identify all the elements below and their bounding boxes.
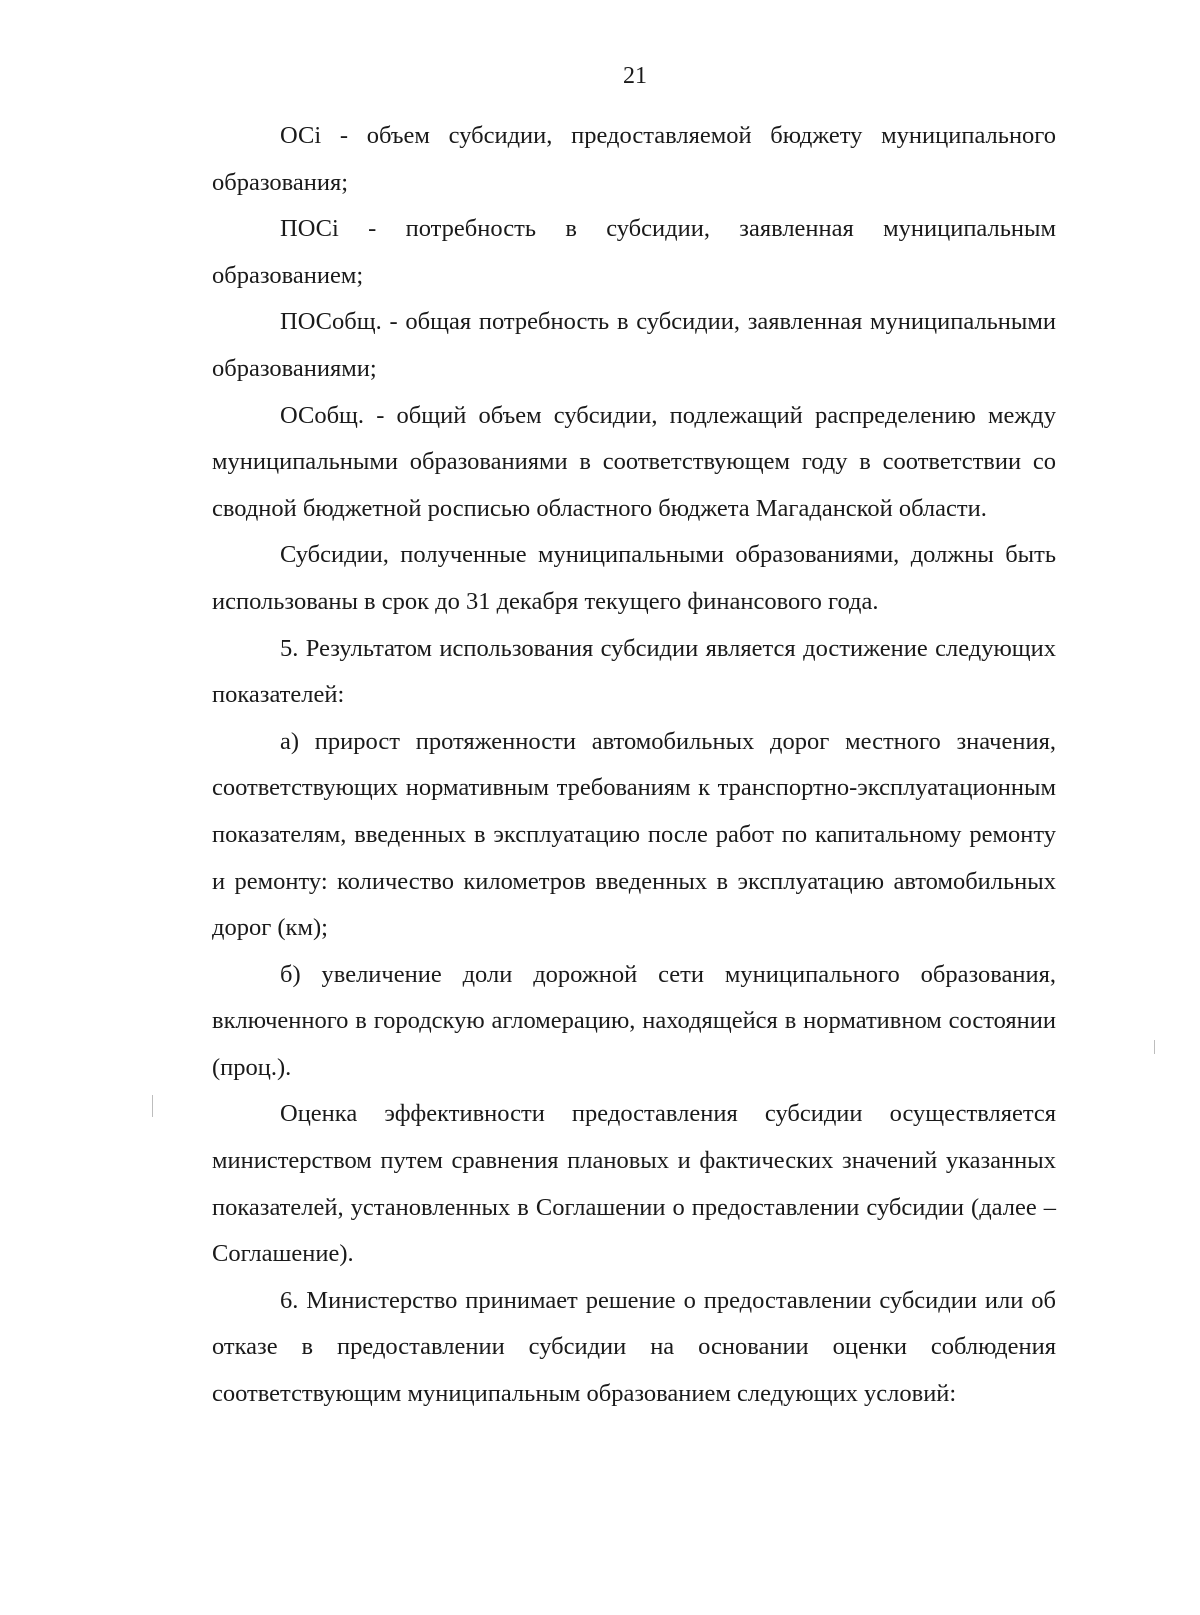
paragraph-posobshch-definition: ПОСобщ. - общая потребность в субсидии, заявленная муниципальными образованиями;: [212, 308, 1056, 382]
document-body: [212, 113, 1056, 1418]
paragraph-indicator-a: а) прирост протяженности автомобильных дорог местного значения, соответствующих нормативным требованиям к транспортно-эксплуатационным показателям, введенных в эксплуатацию после работ по капитальному ремонту и ремонту: количество километров введенных в эксплуатацию автомобильных дорог (км);: [212, 727, 1056, 942]
paragraph-section-5: 5. Результатом использования субсидии является достижение следующих показателей:: [212, 634, 1056, 709]
paragraph-osobshch-definition: ОСобщ. - общий объем субсидии, подлежащий распределению между муниципальными образованиями в соответствующем году в соответствии со сводной бюджетной росписью областного бюджета Магаданской области.: [212, 401, 1056, 522]
paragraph-section-6: 6. Министерство принимает решение о предоставлении субсидии или об отказе в предоставлении субсидии на основании оценки соблюдения соответствующим муниципальным образованием следующих условий:: [212, 1286, 1056, 1408]
paragraph-usage-deadline: Субсидии, полученные муниципальными образованиями, должны быть использованы в срок до 31 декабря текущего финансового года.: [212, 541, 1056, 615]
scan-artifact-mark: [1154, 1040, 1155, 1054]
scan-artifact-mark: [152, 1095, 153, 1117]
page-number: 21: [623, 63, 647, 89]
paragraph-efficiency-evaluation: Оценка эффективности предоставления субсидии осуществляется министерством путем сравнения плановых и фактических значений указанных показателей, установленных в Соглашении о предоставлении субсидии (далее – Соглашение).: [212, 1100, 1056, 1268]
paragraph-osi-definition: ОСi - объем субсидии, предоставляемой бюджету муниципального образования;: [212, 122, 1056, 196]
paragraph-indicator-b: б) увеличение доли дорожной сети муниципального образования, включенного в городскую агломерацию, находящейся в нормативном состоянии (проц.).: [212, 960, 1056, 1081]
paragraph-posi-definition: ПОСi - потребность в субсидии, заявленная муниципальным образованием;: [212, 215, 1056, 289]
